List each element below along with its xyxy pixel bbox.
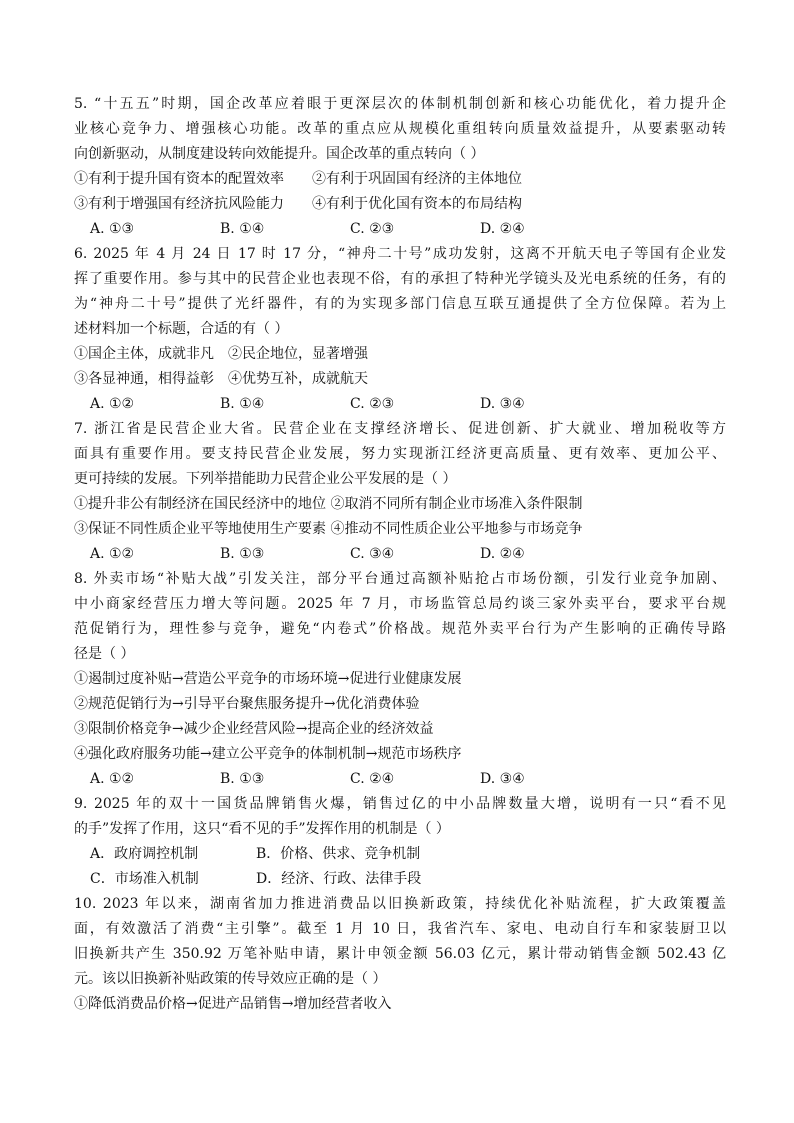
answer-options (74, 767, 726, 792)
question-7 (74, 417, 726, 567)
option-b[interactable]: B. ①④ (220, 396, 265, 412)
option-b[interactable]: B. ①③ (220, 546, 265, 562)
option-b[interactable]: B. ①④ (220, 221, 265, 237)
statement-line: ③保证不同性质企业平等地使用生产要素 ④推动不同性质企业公平地参与市场竞争 (74, 521, 583, 537)
option-a[interactable]: A．政府调控机制 (90, 846, 199, 862)
statement-line: ②规范促销行为→引导平台聚焦服务提升→优化消费体验 (74, 696, 420, 712)
question-stem-line: 面，有效激活了消费“主引擎”。截至 1 月 10 日，我省汽车、家电、电动自行车和家装厨卫以 (74, 921, 726, 937)
option-a[interactable]: A. ①② (90, 396, 135, 412)
question-6 (74, 242, 726, 417)
question-stem-line: 8. 外卖市场“补贴大战”引发关注，部分平台通过高额补贴抢占市场份额，引发行业竞争加剧、 (74, 571, 726, 587)
statement-line: ①提升非公有制经济在国民经济中的地位 ②取消不同所有制企业市场准入条件限制 (74, 496, 583, 512)
option-c[interactable]: C. ②④ (350, 771, 395, 787)
question-stem-line: 5. “十五五”时期，国企改革应着眼于更深层次的体制机制创新和核心功能优化，着力提升企 (74, 96, 726, 112)
statement-line: ③各显神通，相得益彰 ④优势互补，成就航天 (74, 371, 368, 387)
answer-options (74, 217, 726, 242)
option-d[interactable]: D. ②④ (480, 221, 525, 237)
question-stem-line: 中小商家经营压力增大等问题。2025 年 7 月，市场监管总局约谈三家外卖平台，要求平台规 (74, 596, 726, 612)
answer-options (74, 842, 726, 867)
question-stem-line: 元。该以旧换新补贴政策的传导效应正确的是（ ） (74, 971, 387, 987)
question-stem-line: 9. 2025 年的双十一国货品牌销售火爆，销售过亿的中小品牌数量大增，说明有一只“看不见 (74, 796, 726, 812)
question-5 (74, 92, 726, 242)
question-stem-line: 业核心竞争力、增强核心功能。改革的重点应从规模化重组转向质量效益提升，从要素驱动转 (74, 121, 726, 137)
answer-options (74, 392, 726, 417)
option-d[interactable]: D．经济、行政、法律手段 (256, 871, 422, 887)
statement-line: ①遏制过度补贴→营造公平竞争的市场环境→促进行业健康发展 (74, 671, 462, 687)
question-stem-line: 范促销行为，理性参与竞争，避免“内卷式”价格战。规范外卖平台行为产生影响的正确传导路 (74, 621, 726, 637)
question-stem-line: 面具有重要作用。要支持民营企业发展，努力实现浙江经济更高质量、更有效率、更加公平、 (74, 446, 726, 462)
option-c[interactable]: C. ②③ (350, 396, 395, 412)
statement-line: ①国企主体，成就非凡 ②民企地位，显著增强 (74, 346, 368, 362)
option-d[interactable]: D. ③④ (480, 396, 525, 412)
option-d[interactable]: D. ③④ (480, 771, 525, 787)
option-a[interactable]: A. ①② (90, 546, 135, 562)
question-9 (74, 792, 726, 892)
question-stem-line: 旧换新共产生 350.92 万笔补贴申请，累计申领金额 56.03 亿元，累计带动销售金额 502.43 亿 (74, 946, 726, 962)
question-stem-line: 向创新驱动，从制度建设转向效能提升。国企改革的重点转向（ ） (74, 146, 485, 162)
statement-line: ③有利于增强国有经济抗风险能力 ④有利于优化国有资本的布局结构 (74, 196, 522, 212)
option-a[interactable]: A. ①② (90, 771, 135, 787)
question-stem-line: 更可持续的发展。下列举措能助力民营企业公平发展的是（ ） (74, 471, 457, 487)
option-b[interactable]: B．价格、供求、竞争机制 (256, 846, 421, 862)
answer-options (74, 867, 726, 892)
question-stem-line: 述材料加一个标题，合适的有（ ） (74, 321, 289, 337)
statement-line: ①降低消费品价格→促进产品销售→增加经营者收入 (74, 996, 392, 1012)
option-c[interactable]: C．市场准入机制 (90, 871, 199, 887)
question-10 (74, 892, 726, 1017)
question-8 (74, 567, 726, 792)
question-stem-line: 径是（ ） (74, 646, 135, 662)
statement-line: ①有利于提升国有资本的配置效率 ②有利于巩固国有经济的主体地位 (74, 171, 522, 187)
question-list (74, 92, 726, 1017)
question-stem-line: 挥了重要作用。参与其中的民营企业也表现不俗，有的承担了特种光学镜头及光电系统的任务，有的 (74, 271, 726, 287)
question-stem-line: 7. 浙江省是民营企业大省。民营企业在支撑经济增长、促进创新、扩大就业、增加税收等方 (74, 421, 726, 437)
option-c[interactable]: C. ③④ (350, 546, 395, 562)
option-d[interactable]: D. ②④ (480, 546, 525, 562)
answer-options (74, 542, 726, 567)
question-stem-line: 的手”发挥了作用，这只“看不见的手”发挥作用的机制是（ ） (74, 821, 450, 837)
option-a[interactable]: A. ①③ (90, 221, 135, 237)
question-stem-line: 10. 2023 年以来，湖南省加力推进消费品以旧换新政策，持续优化补贴流程，扩大政策覆盖 (74, 896, 726, 912)
question-stem-line: 6. 2025 年 4 月 24 日 17 时 17 分，“神舟二十号”成功发射，这离不开航天电子等国有企业发 (74, 246, 726, 262)
statement-line: ④强化政府服务功能→建立公平竞争的体制机制→规范市场秩序 (74, 746, 462, 762)
option-b[interactable]: B. ①③ (220, 771, 265, 787)
question-stem-line: 为“神舟二十号”提供了光纤器件，有的为实现多部门信息互联互通提供了全方位保障。若为上 (74, 296, 726, 312)
option-c[interactable]: C. ②③ (350, 221, 395, 237)
statement-line: ③限制价格竞争→减少企业经营风险→提高企业的经济效益 (74, 721, 434, 737)
